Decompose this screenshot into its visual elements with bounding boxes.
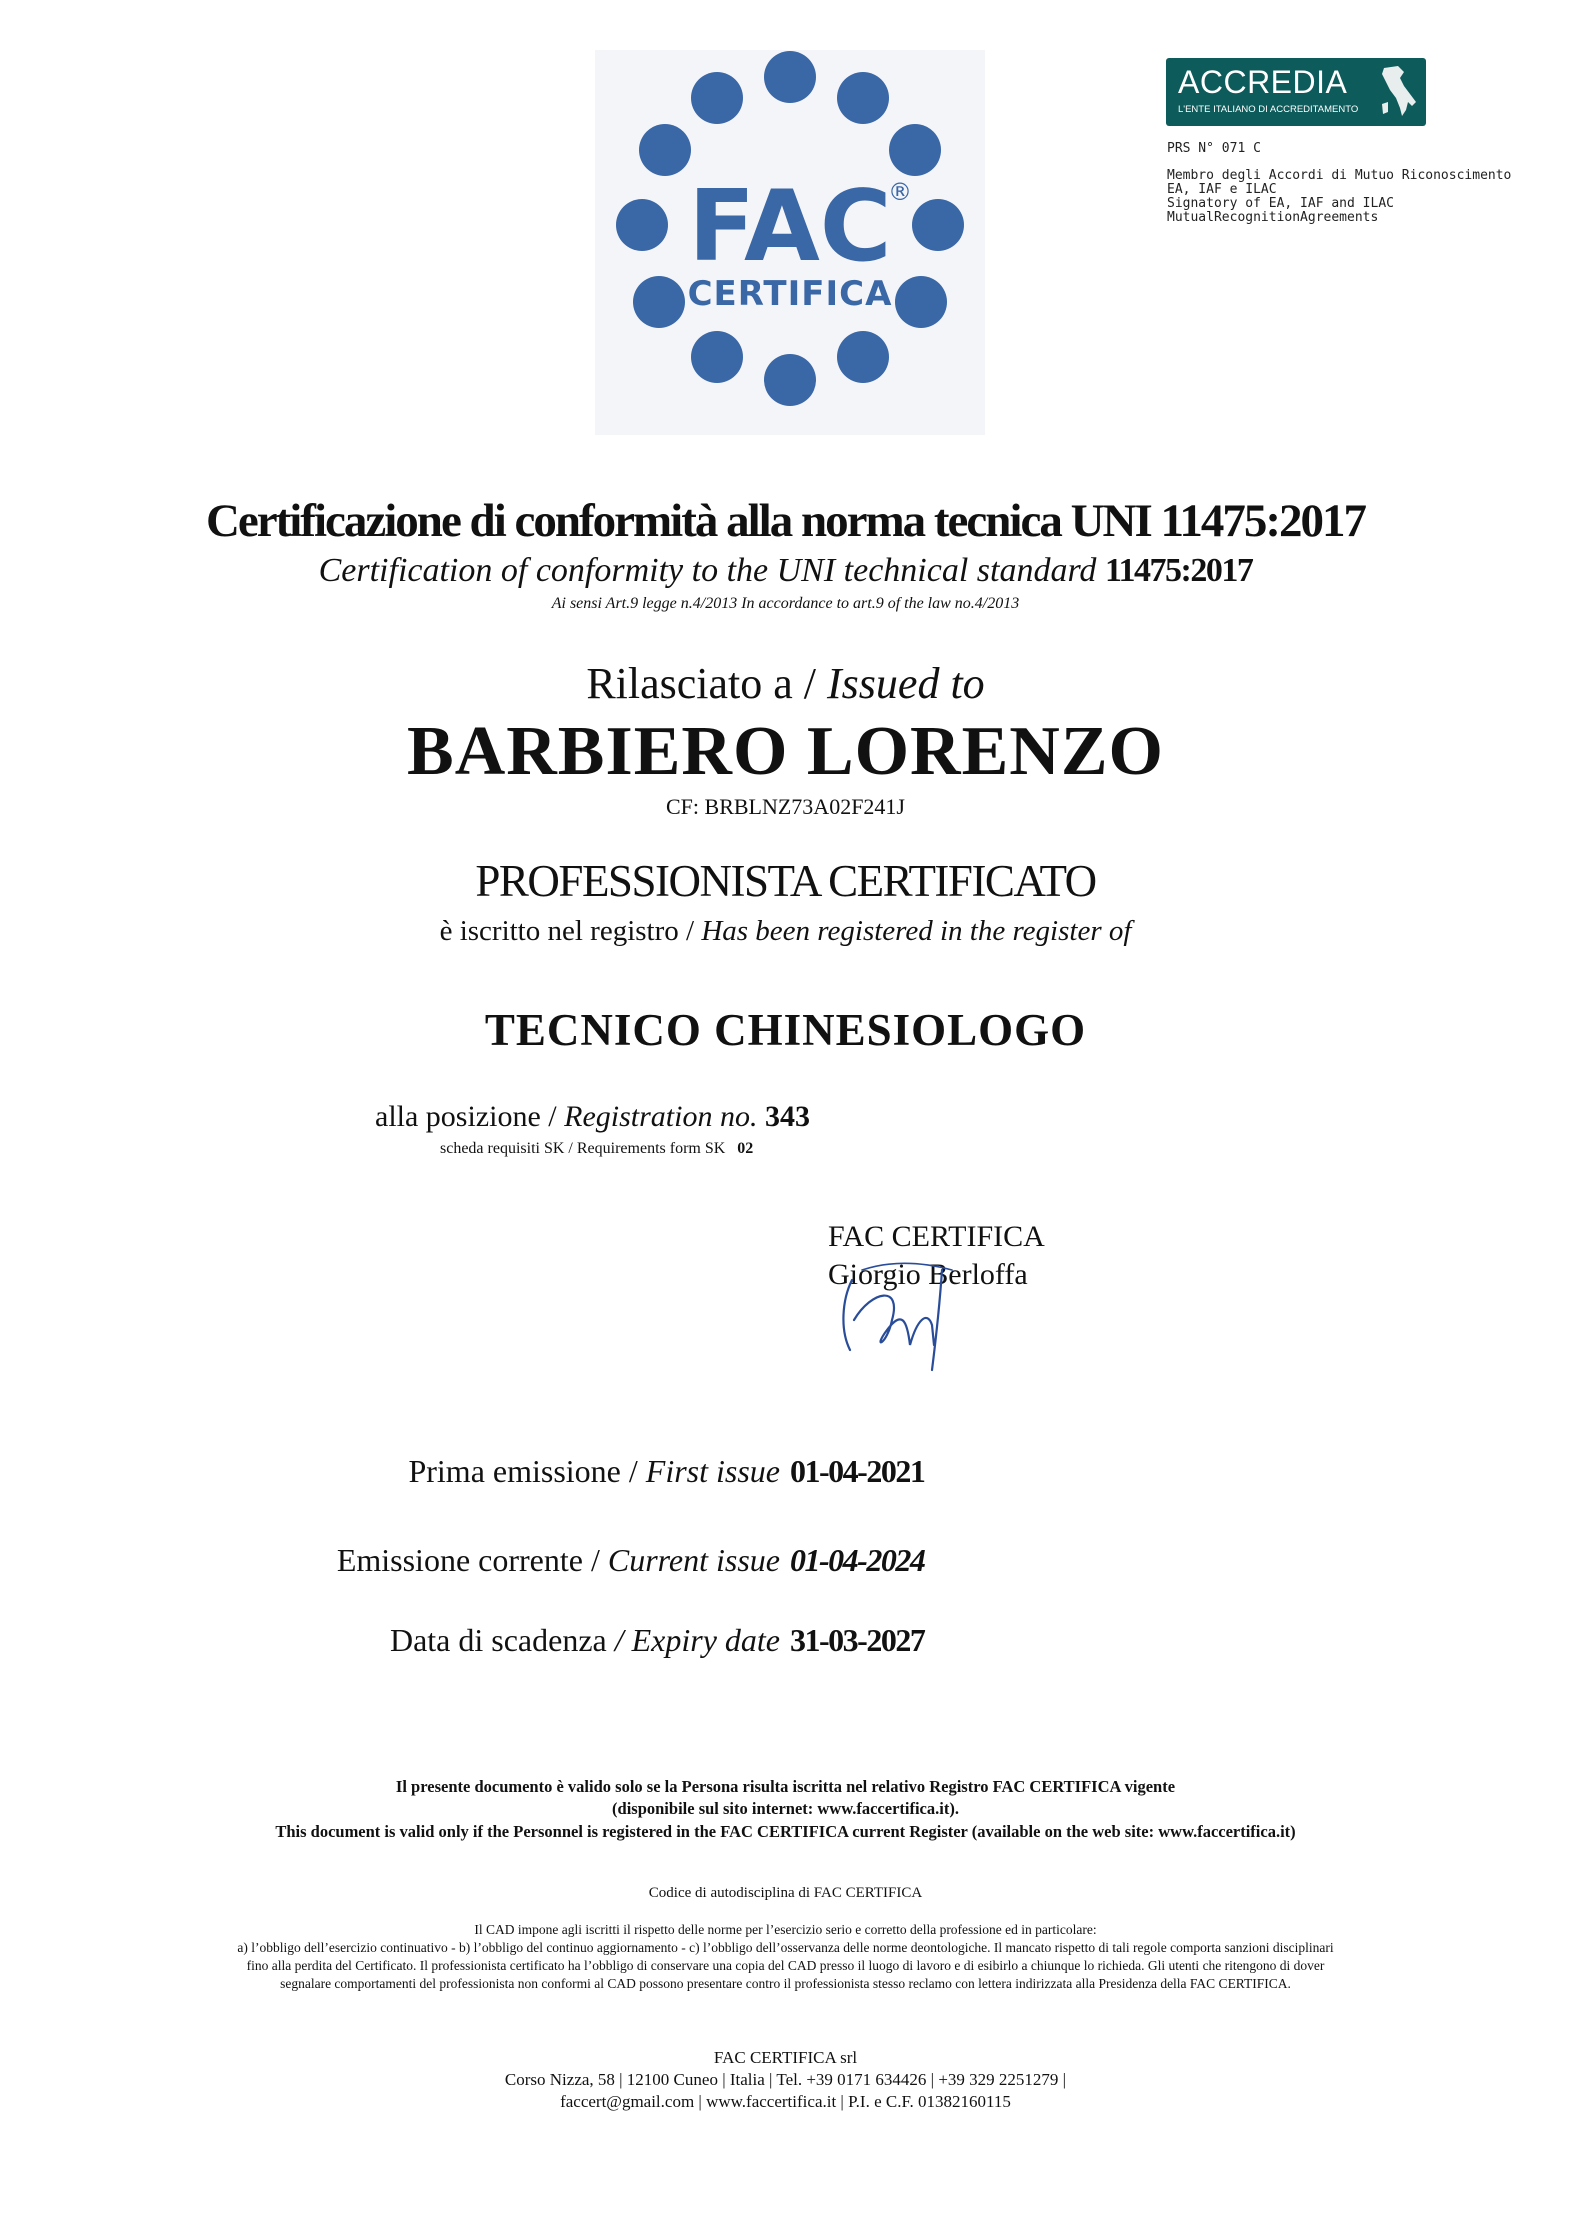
current-issue-label	[0, 1542, 780, 1579]
signer-organization: FAC CERTIFICA	[828, 1220, 1045, 1253]
logo-sub: CERTIFICA	[687, 274, 893, 314]
footer-company: FAC CERTIFICA srl	[713, 2048, 858, 2067]
expiry-label-it: Data di scadenza	[389, 1622, 615, 1658]
first-issue-date: 01-04-2021	[790, 1453, 925, 1489]
first-issue-label	[0, 1453, 780, 1490]
validity-notice-site: (disponibile sul sito internet: www.faccertifica.it).	[612, 1799, 959, 1818]
title-en-text: Certification of conformity to the UNI technical standard	[318, 552, 1097, 589]
registration-number-line	[375, 1100, 810, 1134]
issued-to-label	[0, 658, 1571, 709]
cad-text-line: fino alla perdita del Certificato. Il professionista certificato ha l’obbligo di conservare una copia del CAD presso il luogo di lavoro e di esibirlo a chiunque lo richieda. Gli utenti che ritengono di dover	[246, 1958, 1325, 1973]
registration-label-it: alla posizione /	[375, 1100, 565, 1133]
issued-to-en: Issued to	[827, 659, 985, 708]
current-issue-label-en: Current issue	[607, 1542, 780, 1578]
issued-to-it: Rilasciato a /	[586, 659, 828, 708]
italy-map-icon	[1378, 64, 1418, 120]
registration-number: 343	[764, 1100, 810, 1133]
logo-registered-mark: ®	[888, 178, 912, 206]
accredia-line: EA, IAF e ILAC	[1167, 182, 1277, 197]
accredia-line: MutualRecognitionAgreements	[1167, 210, 1379, 225]
requirements-form-line	[440, 1140, 753, 1158]
validity-notice-en: This document is valid only if the Personnel is registered in the FAC CERTIFICA current Register (available on the web site: www.faccertifica.it)	[275, 1822, 1296, 1841]
cad-text-line: a) l’obbligo dell’esercizio continuativo - b) l’obbligo del continuo aggiornamento - c) l’obbligo dell’osservanza delle norme deontologiche. Il mancato rispetto di tali regole comporta sanzioni disciplinari	[237, 1940, 1334, 1955]
logo-brand: FAC	[688, 170, 892, 284]
fac-certifica-logo	[595, 50, 985, 435]
cad-title: Codice di autodisciplina di FAC CERTIFICA	[648, 1885, 923, 1901]
profession-title: TECNICO CHINESIOLOGO	[484, 1005, 1087, 1055]
certificate-title-it: Certificazione di conformità alla norma tecnica UNI 11475:2017	[205, 495, 1366, 547]
accredia-line: Signatory of EA, IAF and ILAC	[1167, 196, 1394, 211]
validity-notice-it: Il presente documento è valido solo se la Persona risulta iscritta nel relativo Registro FAC CERTIFICA vigente	[395, 1777, 1176, 1796]
law-reference: Ai sensi Art.9 legge n.4/2013 In accordance to art.9 of the law no.4/2013	[551, 595, 1020, 612]
expiry-date: 31-03-2027	[790, 1622, 925, 1658]
accredia-line: Membro degli Accordi di Mutuo Riconoscimento	[1167, 168, 1512, 183]
requirements-value: 02	[737, 1140, 754, 1157]
registered-en: Has been registered in the register of	[701, 915, 1132, 947]
holder-name: BARBIERO LORENZO	[407, 713, 1164, 790]
registered-label	[0, 915, 1571, 948]
signer-name: Giorgio Berloffa	[828, 1258, 1028, 1291]
footer-address: Corso Nizza, 58 | 12100 Cuneo | Italia | Tel. +39 0171 634426 | +39 329 2251279 |	[504, 2070, 1067, 2089]
certified-status: PROFESSIONISTA CERTIFICATO	[475, 856, 1096, 906]
handwritten-signature	[832, 1250, 1032, 1380]
footer-contacts: faccert@gmail.com | www.faccertifica.it | P.I. e C.F. 01382160115	[560, 2092, 1011, 2111]
tax-code: CF: BRBLNZ73A02F241J	[666, 794, 905, 819]
expiry-label-en: / Expiry date	[614, 1622, 780, 1658]
expiry-label	[0, 1622, 780, 1659]
first-issue-label-en: First issue	[645, 1453, 780, 1489]
current-issue-label-it: Emissione corrente /	[336, 1542, 608, 1578]
requirements-label: scheda requisiti SK / Requirements form SK	[440, 1140, 726, 1157]
certificate-title-en	[0, 552, 1571, 590]
registration-label-en: Registration no.	[564, 1100, 758, 1133]
current-issue-date: 01-04-2024	[790, 1542, 925, 1578]
accredia-tagline: L'ENTE ITALIANO DI ACCREDITAMENTO	[1178, 104, 1359, 115]
accredia-prs-number: PRS N° 071 C	[1167, 141, 1261, 156]
cad-text-line: segnalare comportamenti del professionista non conformi al CAD possono presentare contro il professionista stesso reclamo con lettera indirizzata alla Presidenza della FAC CERTIFICA.	[280, 1976, 1291, 1991]
registered-it: è iscritto nel registro /	[439, 915, 702, 947]
accredia-badge	[1166, 58, 1426, 126]
first-issue-label-it: Prima emissione /	[408, 1453, 646, 1489]
cad-text-line: Il CAD impone agli iscritti il rispetto delle norme per l’esercizio serio e corretto della professione ed in particolare:	[474, 1922, 1097, 1937]
accredia-name: ACCREDIA	[1178, 64, 1348, 100]
title-en-standard: 11475:2017	[1104, 552, 1253, 589]
